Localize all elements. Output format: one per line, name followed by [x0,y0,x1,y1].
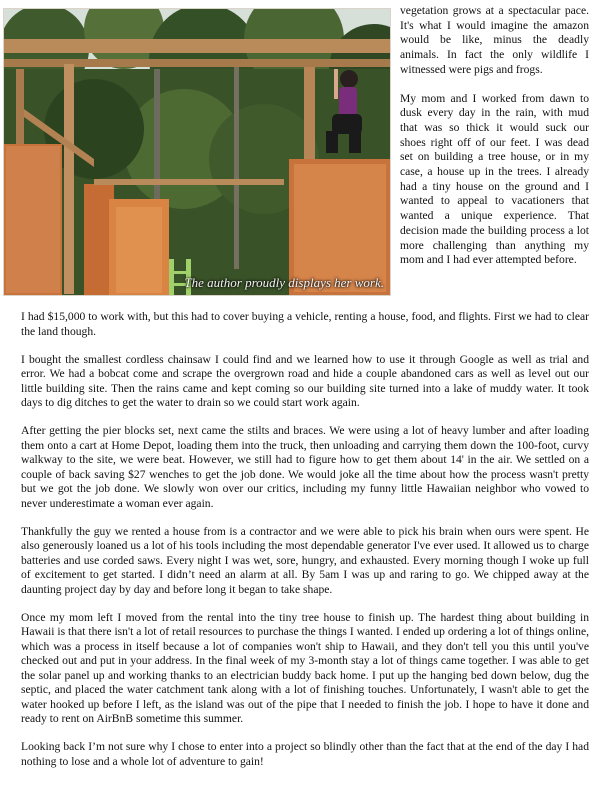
body-column [21,310,589,783]
body-paragraph-3: After getting the pier blocks set, next came the stilts and braces. We were using a lot of heavy lumber and after loading them onto a cart at Home Depot, loading them into the truck, then unloading and carrying them down the 100-foot, curvy walkway to the site, we were beat. However, we still had to figure how to get them about 14' in the air. We settled on a couple of back saving $27 wenches to get the job done. We would joke all the time about how the process wasn't pretty but we got the job done. We slowly won over our critics, including my funny little Hawaiian neighbor who vowed to never underestimate a woman ever again. [21,424,589,510]
photo-illustration [4,9,390,295]
body-paragraph-1: I had $15,000 to work with, but this had to cover buying a vehicle, renting a house, food, and flights. First we had to clear the land though. [21,310,589,338]
body-paragraph-2: I bought the smallest cordless chainsaw I could find and we learned how to use it through Google as well as trial and error. We had a bobcat come and scrape the overgrown road and hide a couple abandoned cars as well as level out our little building site. Then the rains came and kept coming so our building site turned into a lake of muddy water. It took days to dig ditches to get the water to drain so we could start work again. [21,352,589,409]
side-paragraph-1: vegetation grows at a spectacular pace. It's what I would imagine the amazon would be like, minus the deadly animals. In fact the only wildlife I witnessed were pigs and frogs. [400,4,589,76]
construction-photo [3,8,391,296]
body-paragraph-4: Thankfully the guy we rented a house from is a contractor and we were able to pick his brain when ours were spent. He also generously loaned us a lot of his tools including the most dependable generator I've ever used. It allowed us to charge batteries and use corded saws. Every night I was wet, sore, hungry, and exhausted. Every morning though I woke up full of excitement to get started. I didn’t need an alarm at all. By 5am I was up and raring to go. We chipped away at the daunting project day by day and before long it began to take shape. [21,524,589,596]
side-paragraph-2: My mom and I worked from dawn to dusk every day in the rain, with mud that was so thick it would suck our shoes right off of our feet. I was dead set on building a tree house, or in my case, a house up in the trees. I already had a tiny house on the ground and I wanted to appeal to vacationers that wanted a unique experience. That decision made the building process a lot more challenging than anything my mom and I had ever attempted before. [400,91,589,267]
side-column [400,4,589,282]
body-paragraph-6: Looking back I’m not sure why I chose to enter into a project so blindly other than the fact that at the end of the day I had nothing to lose and a whole lot of adventure to gain! [21,740,589,768]
photo-caption: The author proudly displays her work. [184,275,384,290]
body-paragraph-5: Once my mom left I moved from the rental into the tiny tree house to finish up. The hardest thing about building in Hawaii is that there isn't a lot of retail resources to purchase the things I wanted. I ended up ordering a lot of things online, which was a process in itself because a lot of companies won't ship to Hawaii, and they don't tell you this until you've checked out and put in your address. In the final week of my 3-month stay a lot of things came together. I was able to get the solar panel up and working thanks to an electrician buddy back home. I put up the hanging bed down below, dug the septic, and placed the water catchment tank along with a lot of finishing touches. Unfortunately, I wasn't able to get the water hooked up before I left, as the island was out of the pipe that I needed to finish the job. I hope to have it done and ready to rent on AirBnB sometime this summer. [21,610,589,725]
